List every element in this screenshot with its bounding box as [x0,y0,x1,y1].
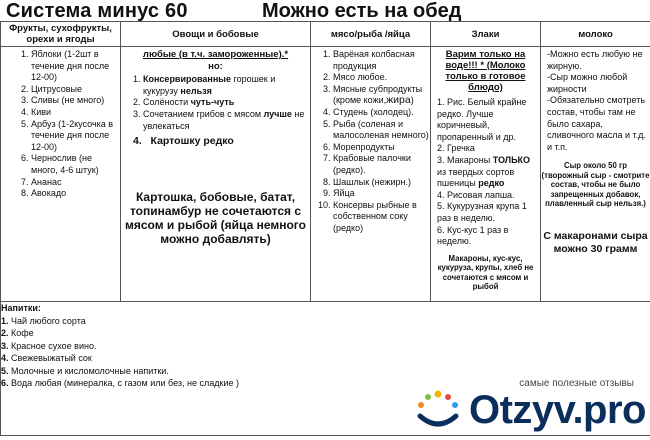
list-item: -Обязательно смотреть состав, чтобы там не было сахара, сливочного масла и т.д. и т.п. [547,95,646,152]
grains-heading: Варим только на воде!!! * (Молоко только в готовое блюдо) [445,49,526,93]
list-item: 1. Чай любого сорта [1,315,86,326]
fruits-list [1,49,120,200]
veg-note: Картошка, бобовые, батат, топинамбур не сочетаются с мясом и рыбой (яйца немного можно добавлять) [125,189,306,246]
food-table [0,21,650,436]
list-item: 6. Чернослив (не много, 4-6 штук) [31,153,120,176]
list-item: 4. Киви [31,107,120,119]
veg-item-potato: 4. Картошку редко [133,135,234,148]
list-item: 5. Рыба (соленая и малосоленая немного) [333,119,430,142]
col-header-fruits: Фрукты, сухофрукты, орехи и ягоды [1,22,121,47]
list-item: 7. Ананас [31,177,120,189]
content-row [1,47,650,302]
dairy-note: Сыр около 50 гр (творожный сыр - смотрите состав, чтобы не было запрещенных добавок, плавленный сыр нельзя.) [541,161,650,208]
list-item: 2. Мясо любое. [333,72,430,84]
drinks-title: Напитки: [1,303,41,313]
meat-list [311,49,430,235]
veg-list [121,74,310,132]
list-item: -Можно есть любую не жирную. [547,49,643,71]
veg-heading-but: но: [208,60,223,72]
list-item: 8. Авокадо [31,188,120,200]
col-header-veg: Овощи и бобовые [121,22,311,47]
grains-cell [431,47,541,302]
col-header-dairy: молоко [541,22,650,47]
list-item: 2. Цитрусовые [31,84,120,96]
list-item: 1. Консервированные горошек и кукурузу нельзя [143,74,310,97]
list-item: 4. Студень (холодец). [333,107,430,119]
list-item: 5. Арбуз (1-2кусочка в течение дня после 12-00) [31,119,120,154]
veg-cell [121,47,311,302]
col-header-meat: мясо/рыба /яйца [311,22,431,47]
list-item: 6. Вода любая (минералка, с газом или без, не сладкие ) [1,378,239,388]
watermark-tagline: самые полезные отзывы [519,378,634,389]
list-item: 1. Варёная колбасная продукция [333,49,430,72]
list-item: 5. Кукурузная крупа 1 раз в неделю. [437,201,527,223]
list-item: 6. Кус-кус 1 раз в неделю. [437,224,509,247]
list-item: 5. Молочные и кисломолочные напитки. [1,365,169,376]
list-item: 1. Рис. Белый крайне редко. Лучше коричневый, пропаренный и др. [437,97,527,142]
list-item: -Сыр можно любой жирности [547,72,628,94]
page-title: Система минус 60 [6,0,188,22]
list-item: 1. Яблоки (1-2шт в течение дня после 12-00) [31,49,120,84]
veg-heading: любые (в т.ч. замороженные).* [142,49,289,60]
watermark [410,378,646,436]
col-header-grains: Злаки [431,22,541,47]
list-item: 4. Свежевыжатый сок [1,353,92,363]
list-item: 3. Мясные субпродукты (кроме кожи,жира) [333,84,430,107]
list-item: 3. Макароны ТОЛЬКО из твердых сортов пшеницы редко [437,154,531,189]
list-item: 3. Сливы (не много) [31,95,120,107]
list-item: 4. Рисовая лапша. [437,189,515,200]
list-item: 7. Крабовые палочки (редко). [333,153,430,176]
header-row [1,22,650,47]
fruits-cell [1,47,121,302]
watermark-logo: Otzyv.pro [468,388,646,432]
dairy-cell [541,47,650,302]
list-item: 6. Морепродукты [333,142,430,154]
list-item: 3. Красное сухое вино. [1,340,97,351]
dairy-list [541,47,650,153]
list-item: 3. Сочетанием грибов с мясом лучше не увлекаться [143,109,310,132]
list-item: 2. Кофе [1,328,34,338]
list-item: 2. Солёности чуть-чуть [143,97,310,109]
page-subtitle: Можно есть на обед [262,0,462,22]
list-item: 2. Гречка [437,143,475,154]
grains-list [431,97,540,248]
list-item: 9. Яйца [333,188,430,200]
list-item: 8. Шашлык (нежирн.) [333,177,430,189]
watermark-emblem-icon [410,386,466,434]
grains-note: Макароны, кус-кус, кукуруза, крупы, хлеб не сочетаются с мясом и рыбой [437,253,534,291]
meat-cell [311,47,431,302]
dairy-macaroni-note: С макаронами сыра можно 30 грамм [543,230,648,256]
list-item: 10. Консервы рыбные в собственном соку (редко) [333,200,430,235]
